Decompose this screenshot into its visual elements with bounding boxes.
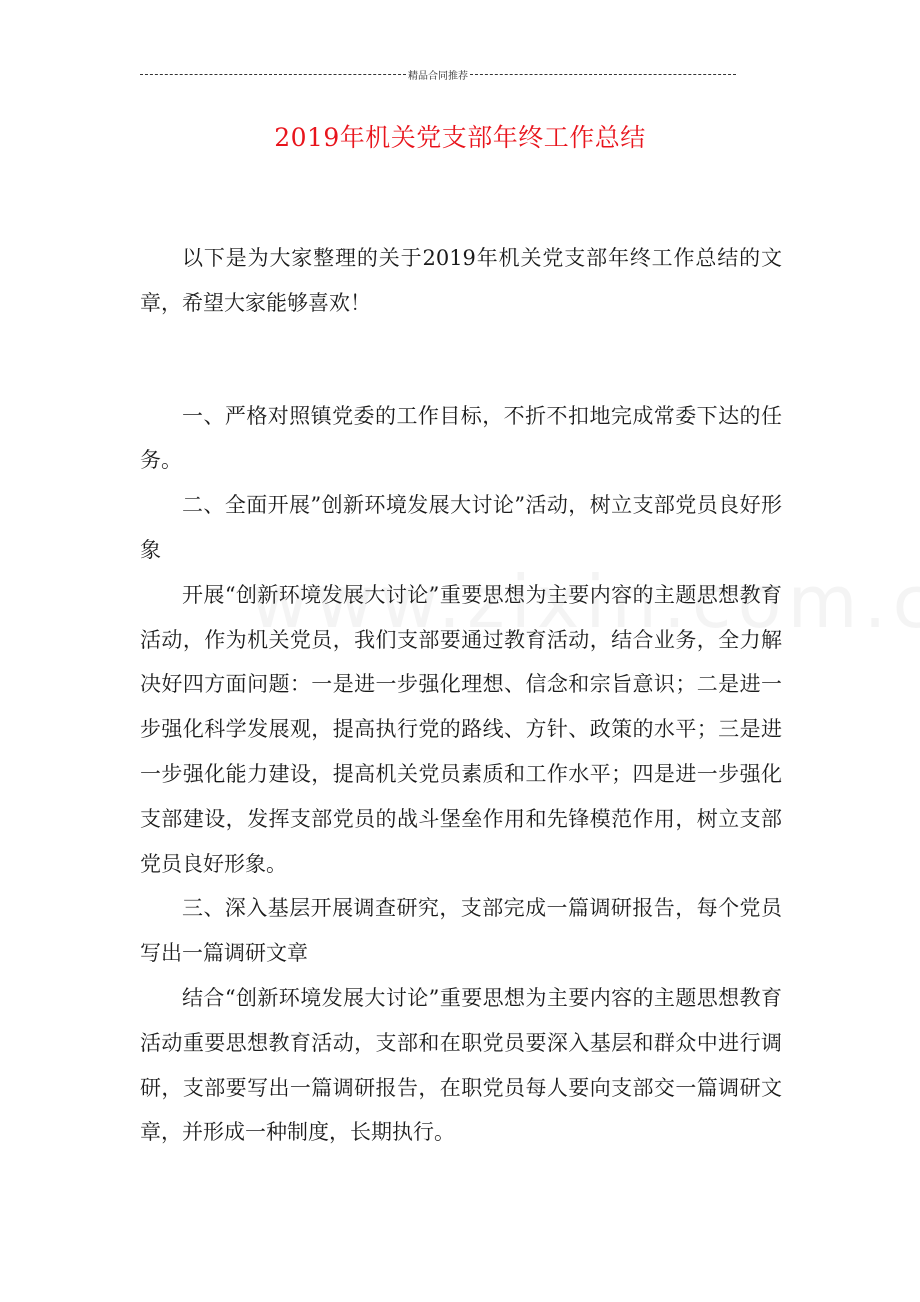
header-rule bbox=[140, 66, 736, 82]
document-body bbox=[140, 236, 782, 1155]
header-dash-right bbox=[470, 74, 736, 75]
section-one-heading: 一、严格对照镇党委的工作目标，不折不扣地完成常委下达的任务。 bbox=[140, 403, 782, 473]
section-two-heading: 二、全面开展”创新环境发展大讨论”活动，树立支部党员良好形象 bbox=[140, 493, 782, 562]
paragraph-spacer bbox=[140, 326, 782, 394]
header-label: 精品合同推荐 bbox=[408, 70, 468, 82]
section-three-heading: 三、深入基层开展调查研究，支部完成一篇调研报告，每个党员写出一篇调研文章 bbox=[140, 896, 782, 966]
intro-paragraph: 以下是为大家整理的关于2019年机关党支部年终工作总结的文章，希望大家能够喜欢！ bbox=[140, 246, 782, 315]
section-two-body: 开展“创新环境发展大讨论”重要思想为主要内容的主题思想教育活动，作为机关党员，我们支部要通过教育活动，结合业务，全力解决好四方面问题：一是进一步强化理想、信念和宗旨意识；二是进一步强化科学发展观，提高执行党的路线、方针、政策的水平；三是进一步强化能力建设，提高机关党员素质和工作水平；四是进一步强化支部建设，发挥支部党员的战斗堡垒作用和先锋模范作用，树立支部党员良好形象。 bbox=[140, 582, 782, 876]
header-dash-left bbox=[140, 74, 406, 75]
document-title: 2019年机关党支部年终工作总结 bbox=[274, 123, 646, 152]
section-three-body: 结合“创新环境发展大讨论”重要思想为主要内容的主题思想教育活动重要思想教育活动，支部和在职党员要深入基层和群众中进行调研，支部要写出一篇调研报告，在职党员每人要向支部交一篇调研文章，并形成一种制度，长期执行。 bbox=[140, 985, 782, 1145]
